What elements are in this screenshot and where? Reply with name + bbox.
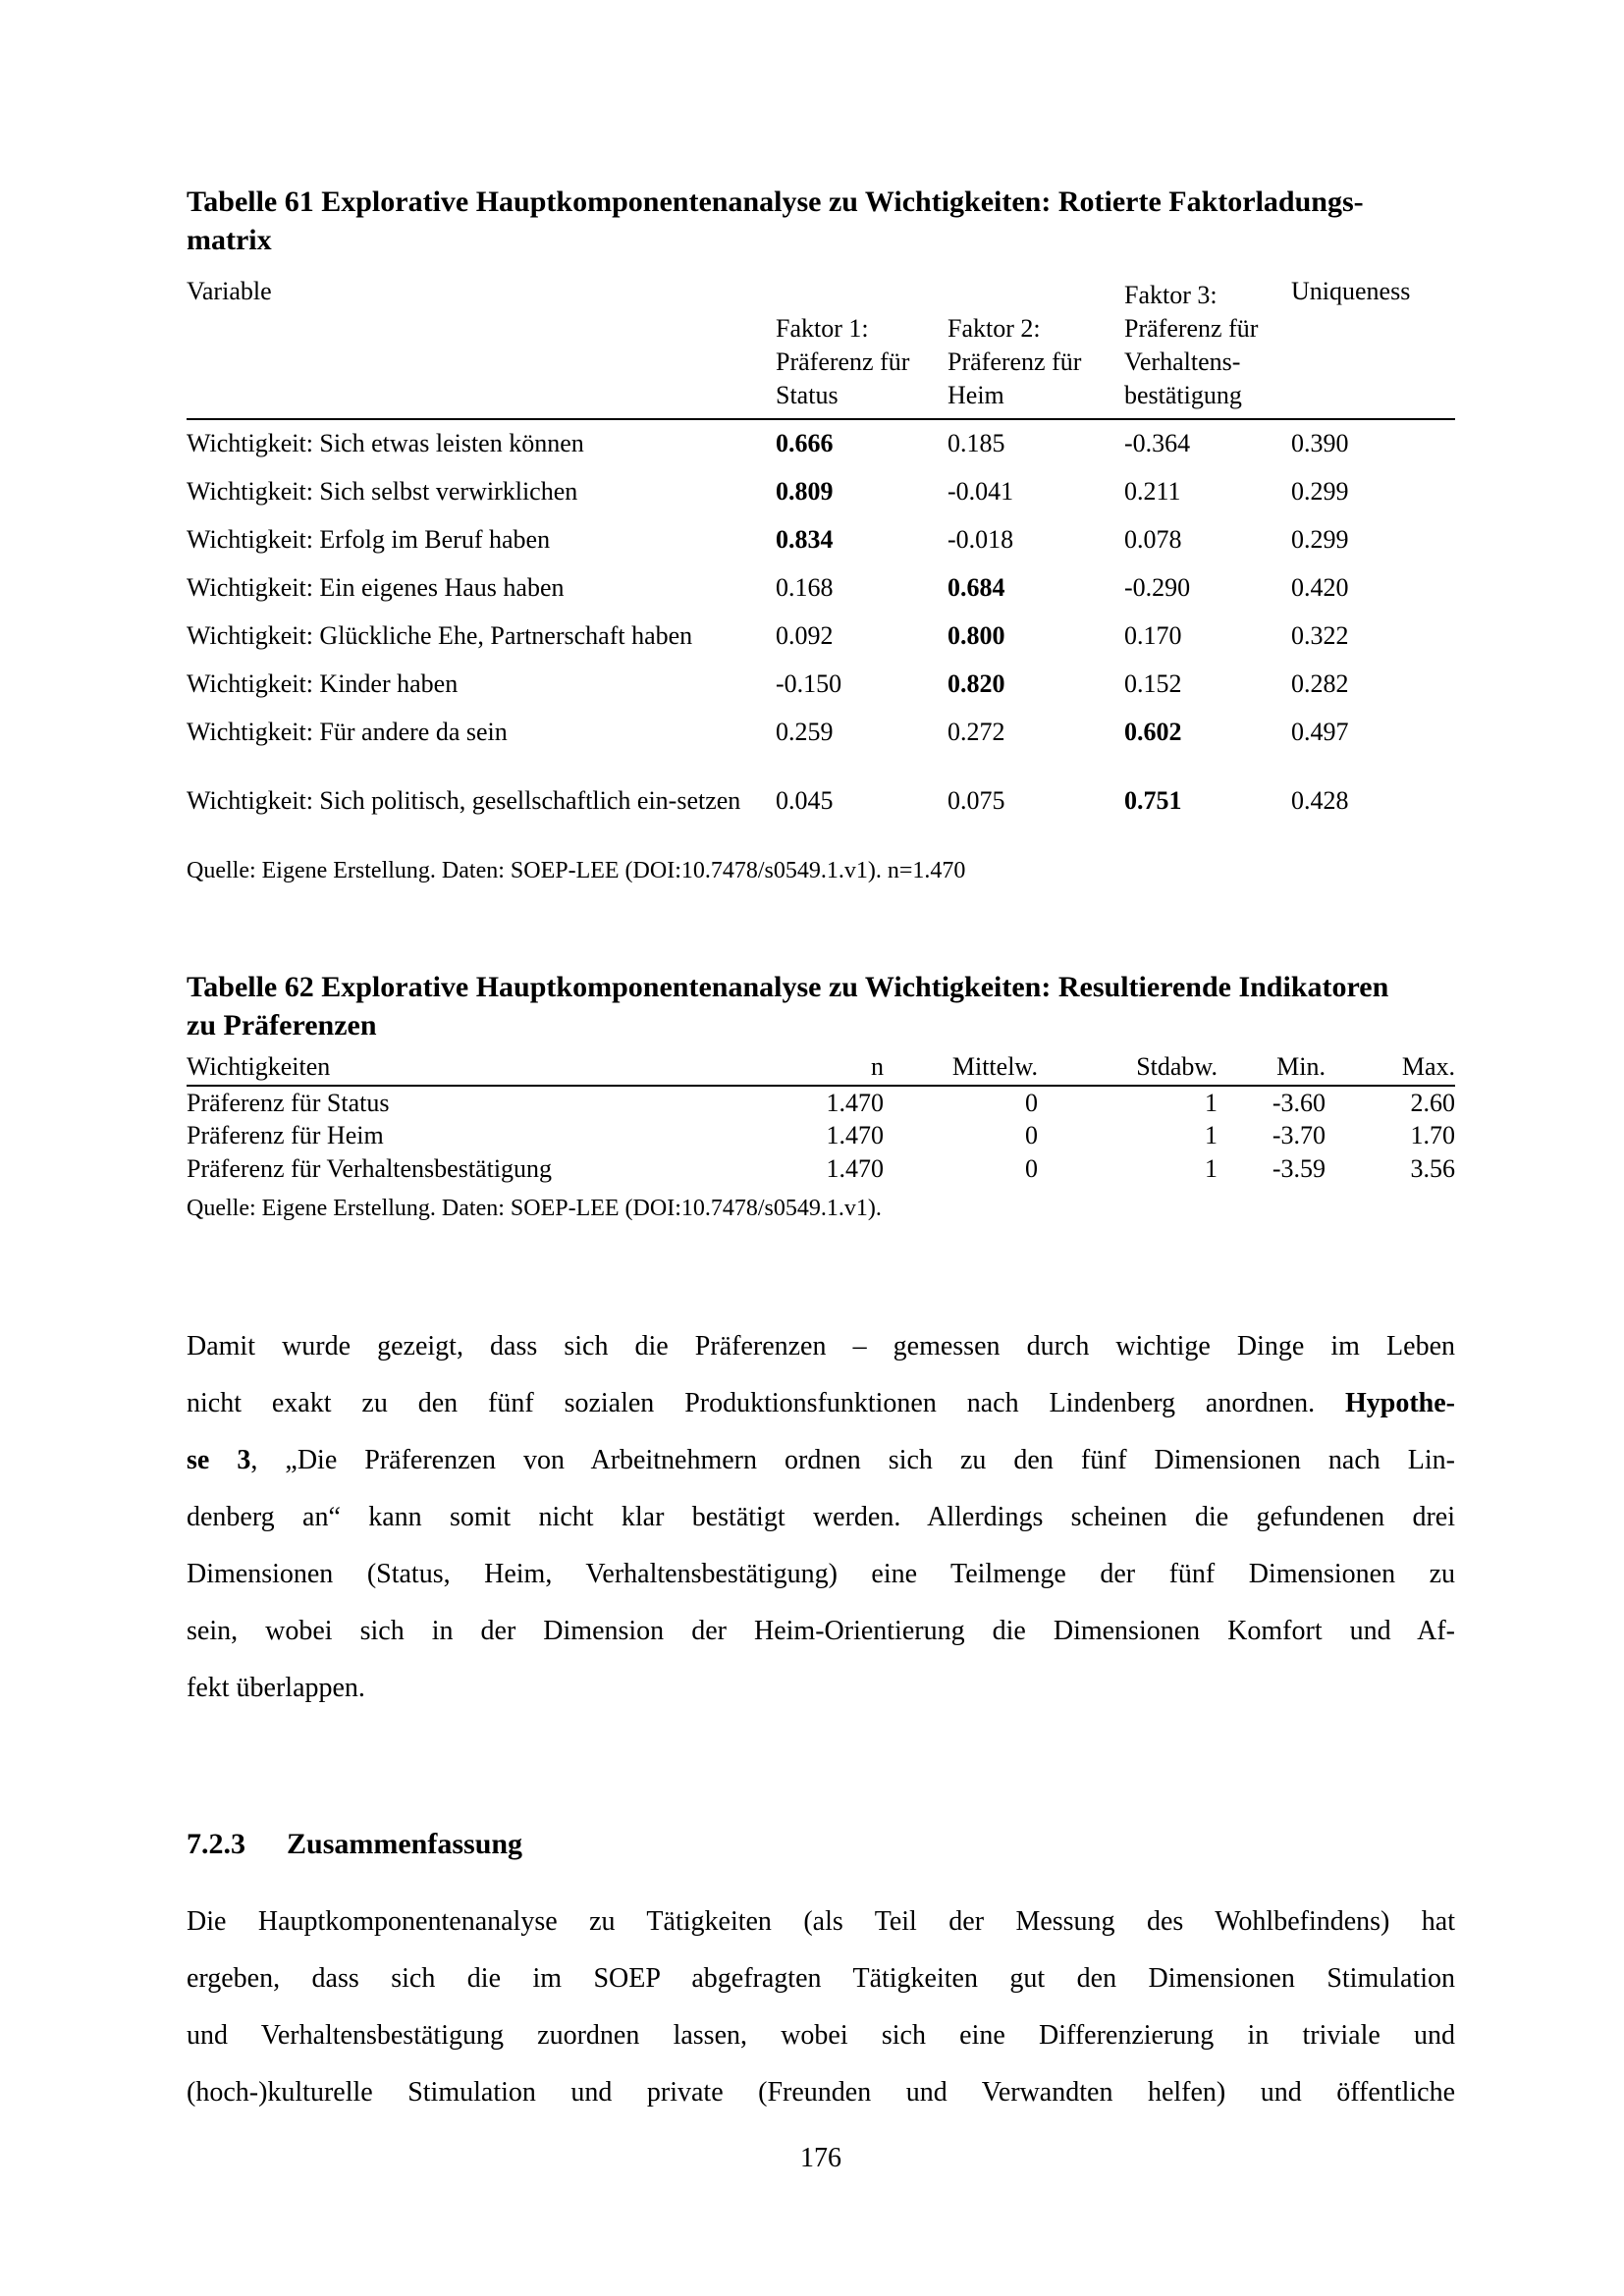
table62-col-mittelw: Mittelw. bbox=[884, 1048, 1038, 1086]
row-uniqueness: 0.497 bbox=[1291, 717, 1349, 746]
page-content bbox=[187, 183, 1455, 2174]
paragraph-2 bbox=[187, 1894, 1455, 2121]
row-faktor1: 0.092 bbox=[776, 620, 834, 650]
section-number: 7.2.3 bbox=[187, 1828, 245, 1860]
table-row bbox=[187, 756, 1455, 846]
table61-col-faktor1: Faktor 1: Präferenz für Status bbox=[776, 273, 947, 419]
row-variable: Wichtigkeit: Kinder haben bbox=[187, 668, 459, 698]
row-faktor1: 0.809 bbox=[776, 476, 834, 506]
table62-col-n: n bbox=[687, 1048, 884, 1086]
paragraph-line: se 3, „Die Präferenzen von Arbeitnehmern ordnen sich zu den fünf Dimensionen nach Lin- bbox=[187, 1445, 1455, 1475]
page-number: 176 bbox=[800, 2143, 841, 2173]
table-row bbox=[187, 563, 1455, 612]
row-faktor1: -0.150 bbox=[776, 668, 842, 698]
row-variable: Wichtigkeit: Für andere da sein bbox=[187, 717, 508, 746]
section-heading bbox=[187, 1825, 1455, 1864]
table-row bbox=[187, 708, 1455, 756]
row-faktor1: 0.168 bbox=[776, 572, 834, 602]
row-faktor3: 0.170 bbox=[1124, 620, 1182, 650]
row-uniqueness: 0.322 bbox=[1291, 620, 1349, 650]
paragraph-line: Dimensionen (Status, Heim, Verhaltensbestätigung) eine Teilmenge der fünf Dimensionen zu bbox=[187, 1559, 1455, 1589]
row-faktor2: 0.820 bbox=[947, 668, 1005, 698]
row-uniqueness: 0.428 bbox=[1291, 786, 1349, 815]
table61-col-faktor2: Faktor 2: Präferenz für Heim bbox=[947, 273, 1124, 419]
paragraph-line: und Verhaltensbestätigung zuordnen lassen, wobei sich eine Differenzierung in triviale und bbox=[187, 2020, 1455, 2051]
table62-title bbox=[187, 968, 1455, 1044]
row-label: Präferenz für Status bbox=[187, 1088, 390, 1117]
table-row bbox=[187, 515, 1455, 563]
table62-header bbox=[187, 1048, 1455, 1086]
row-min: -3.70 bbox=[1272, 1121, 1326, 1149]
table-row bbox=[187, 1086, 1455, 1119]
table62-col-min: Min. bbox=[1218, 1048, 1326, 1086]
row-faktor3: -0.364 bbox=[1124, 429, 1191, 457]
row-uniqueness: 0.299 bbox=[1291, 476, 1349, 506]
row-mittelw: 0 bbox=[1025, 1121, 1038, 1149]
row-faktor1: 0.045 bbox=[776, 786, 834, 815]
table62-col-stdabw: Stdabw. bbox=[1038, 1048, 1218, 1086]
row-stdabw: 1 bbox=[1205, 1088, 1218, 1117]
table-row bbox=[187, 660, 1455, 708]
row-min: -3.60 bbox=[1272, 1088, 1326, 1117]
row-faktor2: 0.272 bbox=[947, 717, 1005, 746]
bold-hypothesis-label: Hypothe- bbox=[1345, 1388, 1455, 1418]
row-faktor2: -0.041 bbox=[947, 476, 1014, 506]
row-mittelw: 0 bbox=[1025, 1088, 1038, 1117]
row-faktor2: 0.075 bbox=[947, 786, 1005, 815]
table-row bbox=[187, 1152, 1455, 1186]
row-stdabw: 1 bbox=[1205, 1154, 1218, 1183]
row-faktor2: -0.018 bbox=[947, 524, 1014, 554]
row-variable: Wichtigkeit: Sich etwas leisten können bbox=[187, 429, 584, 457]
table62-col-wichtigkeiten: Wichtigkeiten bbox=[187, 1048, 687, 1086]
table-row bbox=[187, 1119, 1455, 1152]
paragraph-line: denberg an“ kann somit nicht klar bestätigt werden. Allerdings scheinen die gefundenen drei bbox=[187, 1502, 1455, 1532]
row-faktor1: 0.259 bbox=[776, 717, 834, 746]
row-label: Präferenz für Heim bbox=[187, 1121, 384, 1149]
row-uniqueness: 0.299 bbox=[1291, 524, 1349, 554]
section-title: Zusammenfassung bbox=[287, 1828, 523, 1860]
table62-source: Quelle: Eigene Erstellung. Daten: SOEP-LEE (DOI:10.7478/s0549.1.v1). bbox=[187, 1196, 882, 1221]
row-faktor2: 0.800 bbox=[947, 620, 1005, 650]
row-max: 2.60 bbox=[1410, 1088, 1455, 1117]
row-variable: Wichtigkeit: Sich politisch, gesellschaftlich ein-setzen bbox=[187, 786, 741, 815]
row-variable: Wichtigkeit: Erfolg im Beruf haben bbox=[187, 524, 551, 554]
table61-header bbox=[187, 273, 1455, 419]
row-faktor1: 0.834 bbox=[776, 524, 834, 554]
paragraph-line: ergeben, dass sich die im SOEP abgefragten Tätigkeiten gut den Dimensionen Stimulation bbox=[187, 1963, 1455, 1994]
row-faktor3: 0.078 bbox=[1124, 524, 1182, 554]
row-faktor3: -0.290 bbox=[1124, 572, 1191, 602]
row-uniqueness: 0.420 bbox=[1291, 572, 1349, 602]
row-n: 1.470 bbox=[826, 1121, 884, 1149]
paragraph-1 bbox=[187, 1318, 1455, 1717]
row-uniqueness: 0.390 bbox=[1291, 429, 1349, 457]
row-stdabw: 1 bbox=[1205, 1121, 1218, 1149]
table61-title bbox=[187, 183, 1455, 259]
row-n: 1.470 bbox=[826, 1088, 884, 1117]
table61-col-uniqueness: Uniqueness bbox=[1291, 273, 1455, 419]
table62-title-line2: zu Präferenzen bbox=[187, 1009, 377, 1041]
row-uniqueness: 0.282 bbox=[1291, 668, 1349, 698]
row-faktor2: 0.684 bbox=[947, 572, 1005, 602]
table62-col-max: Max. bbox=[1326, 1048, 1455, 1086]
row-variable: Wichtigkeit: Glückliche Ehe, Partnerschaft haben bbox=[187, 620, 693, 650]
paragraph-line: sein, wobei sich in der Dimension der Heim-Orientierung die Dimensionen Komfort und Af- bbox=[187, 1616, 1455, 1646]
table61-col-faktor3: Faktor 3: Präferenz für Verhaltens-bestätigung bbox=[1124, 273, 1291, 419]
paragraph-line: Die Hauptkomponentenanalyse zu Tätigkeiten (als Teil der Messung des Wohlbefindens) hat bbox=[187, 1906, 1455, 1937]
table62-title-line1: Tabelle 62 Explorative Hauptkomponentenanalyse zu Wichtigkeiten: Resultierende Indikatoren bbox=[187, 971, 1389, 1003]
paragraph-line: Damit wurde gezeigt, dass sich die Präferenzen – gemessen durch wichtige Dinge im Leben bbox=[187, 1331, 1455, 1362]
row-min: -3.59 bbox=[1272, 1154, 1326, 1183]
row-label: Präferenz für Verhaltensbestätigung bbox=[187, 1154, 553, 1183]
row-variable: Wichtigkeit: Sich selbst verwirklichen bbox=[187, 476, 578, 506]
row-n: 1.470 bbox=[826, 1154, 884, 1183]
row-faktor3: 0.602 bbox=[1124, 717, 1182, 746]
row-max: 3.56 bbox=[1410, 1154, 1455, 1183]
table62 bbox=[187, 1048, 1455, 1186]
paragraph-line: fekt überlappen. bbox=[187, 1673, 365, 1703]
paragraph-line: nicht exakt zu den fünf sozialen Produktionsfunktionen nach Lindenberg anordnen. Hypothe- bbox=[187, 1388, 1455, 1418]
table61-title-line1: Tabelle 61 Explorative Hauptkomponentenanalyse zu Wichtigkeiten: Rotierte Faktorladungs- bbox=[187, 186, 1364, 218]
row-faktor2: 0.185 bbox=[947, 429, 1005, 457]
row-variable: Wichtigkeit: Ein eigenes Haus haben bbox=[187, 572, 565, 602]
table-row bbox=[187, 612, 1455, 660]
row-faktor3: 0.152 bbox=[1124, 668, 1182, 698]
table61-title-line2: matrix bbox=[187, 224, 272, 256]
table-row bbox=[187, 419, 1455, 467]
row-faktor1: 0.666 bbox=[776, 429, 834, 457]
table61 bbox=[187, 273, 1455, 846]
table-row bbox=[187, 467, 1455, 515]
row-faktor3: 0.751 bbox=[1124, 786, 1182, 815]
row-mittelw: 0 bbox=[1025, 1154, 1038, 1183]
table61-source: Quelle: Eigene Erstellung. Daten: SOEP-LEE (DOI:10.7478/s0549.1.v1). n=1.470 bbox=[187, 858, 966, 883]
paragraph-line: (hoch-)kulturelle Stimulation und private (Freunden und Verwandten helfen) und öffentliche bbox=[187, 2077, 1455, 2108]
table61-col-variable: Variable bbox=[187, 273, 776, 419]
row-max: 1.70 bbox=[1410, 1121, 1455, 1149]
row-faktor3: 0.211 bbox=[1124, 476, 1181, 506]
bold-hypothesis-label: se 3 bbox=[187, 1445, 251, 1475]
